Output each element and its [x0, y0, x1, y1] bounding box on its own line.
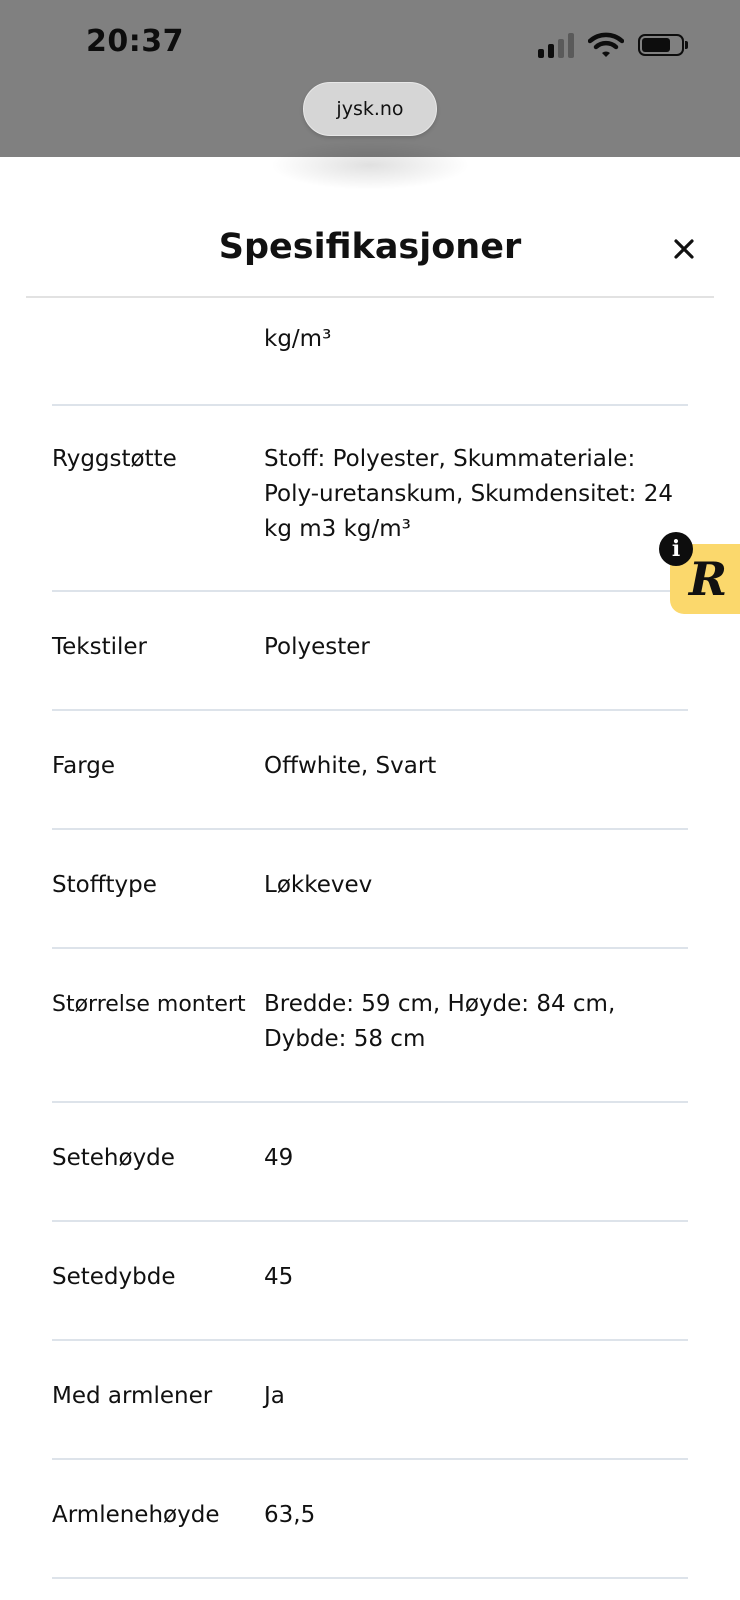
status-time: 20:37 — [86, 24, 184, 59]
spec-value: 63,5 — [264, 1502, 316, 1528]
spec-value: Polyester — [264, 634, 370, 660]
spec-label: Setehøyde — [52, 1145, 175, 1171]
cellular-signal-icon — [538, 32, 574, 58]
spec-row — [52, 1222, 688, 1341]
spec-value: 49 — [264, 1145, 294, 1171]
spec-value: Stoff: Polyester, Skummateriale: Poly-uretanskum, Skumdensitet: 24 kg m3 kg/m³ — [264, 446, 673, 542]
spec-row — [52, 592, 688, 711]
status-icons — [538, 30, 688, 58]
spec-row — [52, 298, 688, 406]
spec-label: Farge — [52, 753, 116, 779]
url-bar[interactable]: jysk.no — [303, 82, 437, 136]
spec-value: 45 — [264, 1264, 294, 1290]
spec-row — [52, 830, 688, 949]
spec-label: Med armlener — [52, 1383, 213, 1409]
widget-logo-icon: R — [688, 552, 728, 606]
spec-value: Bredde: 59 cm, Høyde: 84 cm, Dybde: 58 cm — [264, 991, 616, 1052]
spec-label: Stofftype — [52, 872, 157, 898]
spec-value: Løkkevev — [264, 872, 373, 898]
spec-row — [52, 949, 688, 1103]
spec-row — [52, 1460, 688, 1579]
spec-value: Offwhite, Svart — [264, 753, 437, 779]
battery-icon — [638, 34, 688, 58]
spec-label: Setedybde — [52, 1264, 176, 1290]
spec-value: Ja — [264, 1383, 285, 1409]
browser-top-bar — [0, 0, 740, 157]
wifi-icon — [588, 32, 624, 58]
spec-label: Ryggstøtte — [52, 446, 177, 472]
spec-row — [52, 1103, 688, 1222]
info-icon[interactable]: i — [659, 532, 693, 566]
spec-value: kg/m³ — [264, 326, 332, 352]
spec-row — [52, 404, 688, 592]
spec-label: Størrelse montert — [52, 992, 246, 1017]
spec-label: Armlenehøyde — [52, 1502, 220, 1528]
spec-row — [52, 711, 688, 830]
spec-label: Tekstiler — [52, 634, 147, 660]
sheet-header — [0, 157, 740, 297]
close-icon — [673, 238, 695, 260]
spec-row — [52, 1341, 688, 1460]
sheet-title: Spesifikasjoner — [218, 227, 522, 267]
close-button[interactable] — [668, 233, 700, 265]
